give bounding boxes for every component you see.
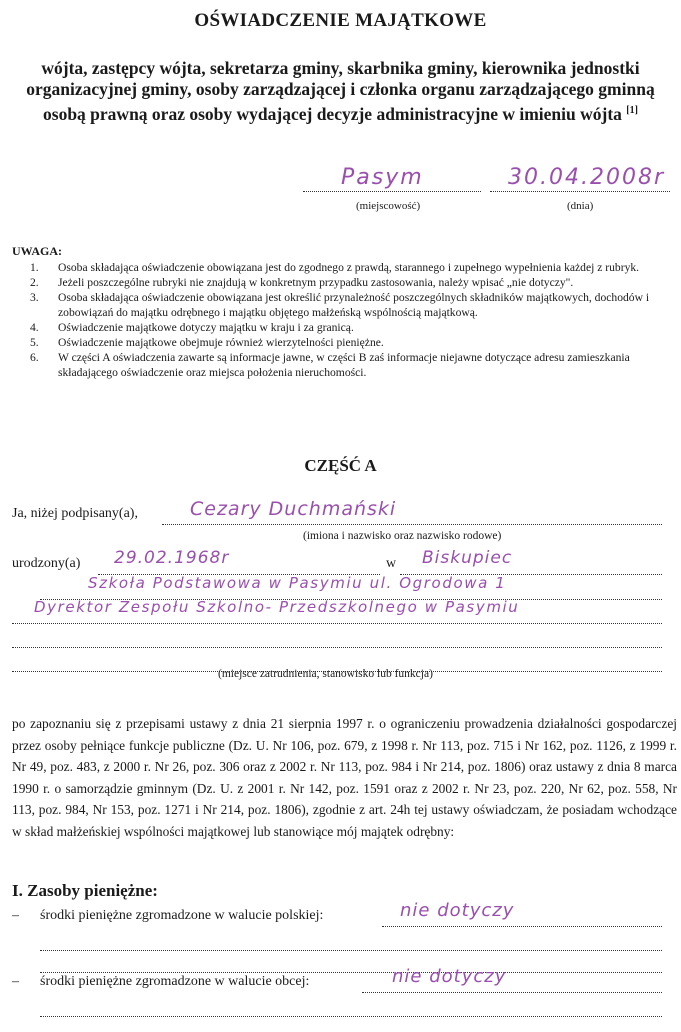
born-w-label: w <box>386 556 397 571</box>
uwaga-item <box>30 275 670 290</box>
uwaga-item-text: Osoba składająca oświadczenie obowiązana jest do zgodnego z prawdą, starannego i zupełnego wypełnienia każdej z rubryk. <box>58 261 640 274</box>
date-value: 30.04.2008r <box>508 165 666 190</box>
place-field <box>303 165 481 192</box>
declaration-paragraph: po zapoznaniu się z przepisami ustawy z dnia 21 sierpnia 1997 r. o ograniczeniu prowadzenia działalności gospodarczej przez osoby pełniące funkcje publiczne (Dz. U. Nr 106, poz. 679, z 1998 r. Nr 113, poz. 715 i Nr 162, poz. 1126, z 1999 r. Nr 49, poz. 483, z 2000 r. Nr 26, poz. 306 oraz z 2002 r. Nr 113, poz. 984 i Nr 214, poz. 1806) oraz ustawy z dnia 8 marca 1990 r. o samorządzie gminnym (Dz. U. z 2001 r. Nr 142, poz. 1591 oraz z 2002 r. Nr 23, poz. 220, Nr 62, poz. 558, Nr 113, poz. 984, Nr 153, poz. 1271 i Nr 214, poz. 1806), zgodnie z art. 24h tej ustawy oświadczam, że posiadam wchodzące w skład małżeńskiej wspólności majątkowej lub stanowiące mój majątek odrębny: <box>12 716 677 839</box>
uwaga-item-number: 1. <box>30 261 39 274</box>
row2-value: nie dotyczy <box>392 966 507 987</box>
section-1-heading: I. Zasoby pieniężne: <box>12 881 158 900</box>
uwaga-item <box>30 335 670 350</box>
signed-field <box>162 498 662 525</box>
work-line-1-value: Szkoła Podstawowa w Pasymiu ul. Ogrodowa 1 <box>88 574 507 592</box>
row1-field <box>382 900 662 927</box>
place-value: Pasym <box>341 165 424 190</box>
uwaga-item <box>30 320 670 335</box>
place-caption: (miejscowość) <box>356 200 421 212</box>
uwaga-heading: UWAGA: <box>12 244 62 258</box>
row1-label: środki pieniężne zgromadzone w walucie polskiej: <box>40 908 324 923</box>
uwaga-item-text: Jeżeli poszczególne rubryki nie znajdują w konkretnym przypadku zastosowania, należy wpisać „nie dotyczy". <box>58 276 574 289</box>
work-line-3 <box>12 629 662 648</box>
signed-value: Cezary Duchmański <box>190 498 397 520</box>
part-a-heading: CZĘŚĆ A <box>304 456 377 475</box>
uwaga-item-number: 4. <box>30 321 39 334</box>
born-place-value: Biskupiec <box>422 548 513 568</box>
signed-label: Ja, niżej podpisany(a), <box>12 506 138 521</box>
born-place-field <box>400 548 662 575</box>
uwaga-list <box>30 260 670 380</box>
date-field <box>490 165 670 192</box>
row1-line-3 <box>40 954 662 973</box>
uwaga-item-number: 5. <box>30 336 39 349</box>
uwaga-item-text: W części A oświadczenia zawarte są informacje jawne, w części B zaś informacje niejawne dotyczące adresu zamieszkania składającego oświadczenie oraz miejsca położenia nieruchomości. <box>58 351 630 379</box>
born-date-field <box>98 548 380 575</box>
document-title: OŚWIADCZENIE MAJĄTKOWE <box>194 10 487 31</box>
uwaga-item-number: 6. <box>30 351 39 364</box>
row1-line-2 <box>40 932 662 951</box>
work-line-2 <box>12 598 662 624</box>
subtitle-text: wójta, zastępcy wójta, sekretarza gminy, skarbnika gminy, kierownika jednostki organizacyjnej gminy, osoby zarządzającej i członka organu zarządzającego gminną osobą prawną oraz osoby wydającej decyzje administracyjne w imieniu wójta <box>26 58 655 124</box>
uwaga-item <box>30 350 670 380</box>
uwaga-item-text: Osoba składająca oświadczenie obowiązana jest określić przynależność poszczególnych składników majątkowych, dochodów i zobowiązań do majątku odrębnego i majątku objętego małżeńską wspólnością majątkową. <box>58 291 650 319</box>
row2-label: środki pieniężne zgromadzone w walucie obcej: <box>40 974 310 989</box>
row1-dash: – <box>12 908 19 923</box>
row1-value: nie dotyczy <box>400 900 515 921</box>
uwaga-item-text: Oświadczenie majątkowe obejmuje również wierzytelności pieniężne. <box>58 336 384 349</box>
footnote-ref: [1] <box>626 105 638 116</box>
date-caption: (dnia) <box>567 200 594 212</box>
name-caption: (imiona i nazwisko oraz nazwisko rodowe) <box>303 530 502 542</box>
born-label: urodzony(a) <box>12 556 81 571</box>
work-line-2-value: Dyrektor Zespołu Szkolno- Przedszkolnego w Pasymiu <box>34 598 520 616</box>
uwaga-item <box>30 260 670 275</box>
uwaga-item <box>30 290 670 320</box>
row2-field <box>362 966 662 993</box>
row2-dash: – <box>12 974 19 989</box>
document-subtitle <box>20 58 661 125</box>
uwaga-item-text: Oświadczenie majątkowe dotyczy majątku w kraju i za granicą. <box>58 321 354 334</box>
uwaga-item-number: 3. <box>30 291 39 304</box>
row2-line-2 <box>40 998 662 1017</box>
work-caption: (miejsce zatrudnienia, stanowisko lub funkcja) <box>218 668 433 680</box>
born-date-value: 29.02.1968r <box>114 548 230 568</box>
uwaga-item-number: 2. <box>30 276 39 289</box>
